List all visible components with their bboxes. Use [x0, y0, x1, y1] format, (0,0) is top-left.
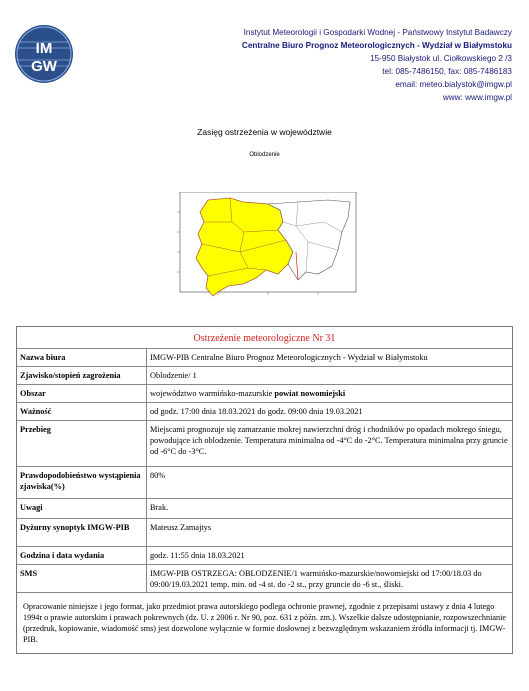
table-row [17, 348, 512, 366]
map-subtitle: Oblodzenie [249, 152, 280, 158]
table-row [17, 466, 512, 498]
logo-text-top: IM [35, 40, 53, 57]
imgw-logo [14, 24, 74, 84]
table-row [17, 498, 512, 518]
row-label: Zjawisko/stopień zagrożenia [17, 367, 147, 384]
org-www[interactable]: www: www.imgw.pl [442, 93, 512, 102]
footer-row [17, 592, 512, 653]
table-row [17, 384, 512, 402]
table-row [17, 518, 512, 546]
row-label: Godzina i data wydania [17, 547, 147, 564]
row-value: Miejscami prognozuje się zamarzanie mokrej nawierzchni dróg i chodników po opadach mokrego śniegu, powodujące ich oblodzenie. Temperatura minimalna od -4°C do -2°C. Temperatura minimalna przy gruncie od -6°C do -3°C. [150, 425, 508, 456]
row-value: IMGW-PIB Centralne Biuro Prognoz Meteorologicznych - Wydział w Białymstoku [150, 353, 428, 362]
row-label: Prawdopodobieństwo wystąpienia zjawiska(%) [17, 467, 147, 498]
org-phone: tel: 085-7486150, fax: 085-7486183 [382, 67, 512, 76]
warning-header-row [17, 327, 512, 348]
row-label: Uwagi [17, 499, 147, 518]
row-value [147, 385, 512, 402]
table-row [17, 366, 512, 384]
warning-area-map [168, 192, 358, 300]
table-row [17, 420, 512, 466]
row-label: Dyżurny synoptyk IMGW-PIB [17, 519, 147, 546]
row-value: godz. 11:55 dnia 18.03.2021 [150, 551, 245, 560]
copyright-notice: Opracowanie niniejsze i jego format, jako przedmiot prawa autorskiego podlega ochronie prawnej, zgodnie z przepisami ustawy z dnia 4 lutego 1994r o prawie autorskim i prawach pokrewnych (dz. U. z 2006 r. Nr 90, poz. 631 z późn. zm.). Wszelkie dalsze udostępnianie, rozpowszechnianie (przedruk, kopiowanie, wiadomość sms) jest dozwolone wyłącznie w formie dosłownej z bezwzględnym wskazaniem źródła informacji tj. IMGW-PIB. [23, 602, 506, 644]
org-line-1: Instytut Meteorologii i Gospodarki Wodnej - Państwowy Instytut Badawczy [243, 28, 512, 37]
organization-info [192, 26, 512, 104]
warning-table [16, 326, 513, 654]
row-label: Ważność [17, 403, 147, 420]
org-address: 15-950 Białystok ul. Ciołkowskiego 2 /3 [370, 54, 512, 63]
row-label: SMS [17, 565, 147, 592]
table-row [17, 564, 512, 592]
org-email[interactable]: email: meteo.bialystok@imgw.pl [395, 80, 512, 89]
row-value: 80% [150, 471, 166, 480]
org-line-2: Centralne Biuro Prognoz Meteorologicznych - Wydział w Białymstoku [241, 41, 512, 50]
row-value: Oblodzenie/ 1 [150, 371, 197, 380]
row-value: Brak. [150, 503, 169, 512]
area-voivodeship: województwo warmińsko-mazurskie [150, 389, 275, 398]
row-value: Mateusz Zamajtys [150, 523, 212, 532]
logo-text-bottom: GW [31, 58, 57, 75]
warning-title: Ostrzeżenie meteorologiczne Nr 31 [193, 333, 336, 344]
row-label: Nazwa biura [17, 349, 147, 366]
row-value: od godz. 17:00 dnia 18.03.2021 do godz. 09:00 dnia 19.03.2021 [150, 407, 363, 416]
row-value: IMGW-PIB OSTRZEGA: OBLODZENIE/1 warmińsko-mazurskie/nowomiejski od 17:00/18.03 do 09:00/19.03.2021 temp. min. od -4 st. do -2 st., przy gruncie do -6 st., śliski. [150, 569, 482, 589]
map-title: Zasięg ostrzeżenia w województwie [197, 127, 332, 137]
table-row [17, 546, 512, 564]
row-label: Przebieg [17, 421, 147, 466]
table-row [17, 402, 512, 420]
row-label: Obszar [17, 385, 147, 402]
area-county: powiat nowomiejski [274, 389, 346, 398]
